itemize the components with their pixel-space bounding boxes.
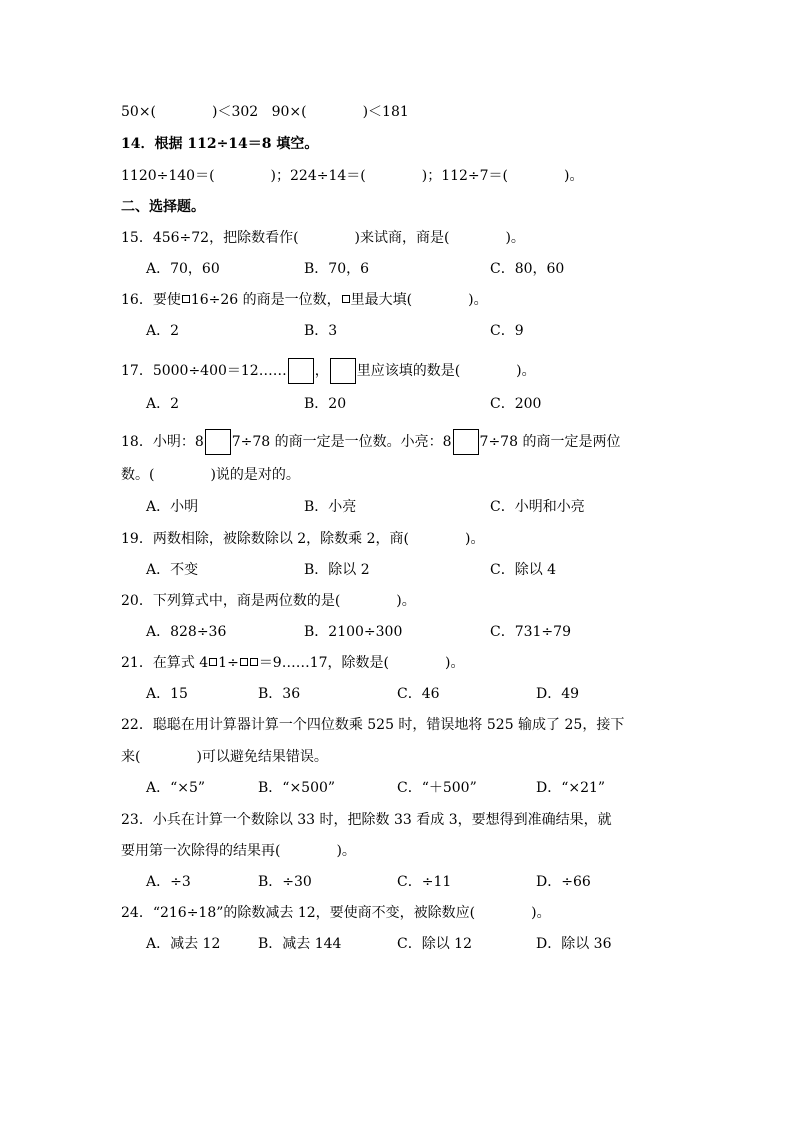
q15-option-a[interactable]: A．70，60: [146, 261, 220, 277]
q16-option-c[interactable]: C．9: [490, 323, 524, 339]
q19-option-b[interactable]: B．除以 2: [304, 562, 370, 578]
q16-post2: 里最大填( )。: [350, 292, 488, 308]
q21-divisor-square-2: [250, 658, 258, 666]
section-title-choice: 二、选择题。: [121, 199, 205, 215]
q14-blanks: 1120÷140＝( )；224÷14＝( )；112÷7＝( )。: [121, 168, 584, 184]
q22-option-c[interactable]: C．“＋500”: [397, 780, 477, 796]
q18-mid2: 7÷78 的商一定是两位: [479, 434, 621, 450]
q17-option-b[interactable]: B．20: [304, 396, 347, 412]
q16-blank-square: [182, 295, 190, 303]
q21-option-d[interactable]: D．49: [536, 686, 580, 702]
q24-option-c[interactable]: C．除以 12: [397, 936, 472, 952]
q21-post: ＝9……17，除数是( )。: [258, 655, 465, 671]
q17-pre: 17．5000÷400＝12……: [121, 363, 287, 379]
q18-option-b[interactable]: B．小亮: [304, 499, 357, 515]
q13-part2: 90×( )＜181: [271, 104, 409, 120]
q23-question-line1: 23．小兵在计算一个数除以 33 时，把除数 33 看成 3，要想得到准确结果，就: [121, 812, 612, 828]
q16-pre: 16．要使: [121, 292, 181, 308]
q22-option-b[interactable]: B．“×500”: [258, 780, 336, 796]
q18-box-xiaoliang[interactable]: [453, 429, 479, 455]
q22-option-a[interactable]: A．“×5”: [146, 780, 206, 796]
q18-pre: 18．小明：8: [121, 434, 204, 450]
q20-option-b[interactable]: B．2100÷300: [304, 624, 403, 640]
q23-question-line2: 要用第一次除得的结果再( )。: [121, 843, 356, 859]
q18-question-line1: [121, 428, 620, 456]
q21-option-a[interactable]: A．15: [146, 686, 188, 702]
q20-option-c[interactable]: C．731÷79: [490, 624, 571, 640]
q13-part1: 50×( )＜302: [121, 104, 259, 120]
q15-option-b[interactable]: B．70，6: [304, 261, 370, 277]
q21-question: [121, 653, 464, 673]
q22-option-d[interactable]: D．“×21”: [536, 780, 606, 796]
q17-option-c[interactable]: C．200: [490, 396, 542, 412]
q23-option-c[interactable]: C．÷11: [397, 874, 452, 890]
q18-option-a[interactable]: A．小明: [146, 499, 199, 515]
q21-divisor-square-1: [240, 658, 248, 666]
q17-box-ref: [330, 358, 356, 384]
q17-option-a[interactable]: A．2: [146, 396, 180, 412]
q20-option-a[interactable]: A．828÷36: [146, 624, 227, 640]
q18-option-c[interactable]: C．小明和小亮: [490, 499, 585, 515]
q22-question-line2: 来( )可以避免结果错误。: [121, 749, 328, 765]
q16-question: [121, 290, 488, 310]
q17-remainder-box[interactable]: [288, 358, 314, 384]
q21-mid: 1÷: [218, 655, 239, 671]
q19-option-a[interactable]: A．不变: [146, 562, 199, 578]
q23-option-d[interactable]: D．÷66: [536, 874, 591, 890]
q24-option-d[interactable]: D．除以 36: [536, 936, 612, 952]
q19-option-c[interactable]: C．除以 4: [490, 562, 557, 578]
q17-post: 里应该填的数是( )。: [356, 363, 536, 379]
q16-option-a[interactable]: A．2: [146, 323, 180, 339]
q24-question: 24．“216÷18”的除数减去 12，要使商不变，被除数应( )。: [121, 905, 551, 921]
q16-post: 16÷26 的商是一位数，: [190, 292, 341, 308]
q18-question-line2: 数。( )说的是对的。: [121, 467, 300, 483]
q21-option-b[interactable]: B．36: [258, 686, 301, 702]
q13-inequalities: [121, 102, 409, 122]
q17-mid: ，: [314, 363, 329, 379]
q23-option-a[interactable]: A．÷3: [146, 874, 191, 890]
q18-mid1: 7÷78 的商一定是一位数。小亮：8: [231, 434, 452, 450]
q22-question-line1: 22．聪聪在用计算器计算一个四位数乘 525 时，错误地将 525 输成了 25，接下: [121, 717, 625, 733]
q21-blank-square: [209, 658, 217, 666]
q17-question: [121, 357, 536, 385]
q24-option-a[interactable]: A．减去 12: [146, 936, 221, 952]
q21-option-c[interactable]: C．46: [397, 686, 440, 702]
q23-option-b[interactable]: B．÷30: [258, 874, 312, 890]
q20-question: 20．下列算式中，商是两位数的是( )。: [121, 593, 416, 609]
q24-option-b[interactable]: B．减去 144: [258, 936, 342, 952]
q19-question: 19．两数相除，被除数除以 2，除数乘 2，商( )。: [121, 531, 485, 547]
q21-pre: 21．在算式 4: [121, 655, 209, 671]
q18-box-xiaoming[interactable]: [205, 429, 231, 455]
q15-option-c[interactable]: C．80，60: [490, 261, 565, 277]
q15-question: 15．456÷72，把除数看作( )来试商，商是( )。: [121, 230, 525, 246]
q16-option-b[interactable]: B．3: [304, 323, 338, 339]
q16-blank-square-ref: [342, 295, 350, 303]
q14-title: 14．根据 112÷14＝8 填空。: [121, 136, 319, 152]
